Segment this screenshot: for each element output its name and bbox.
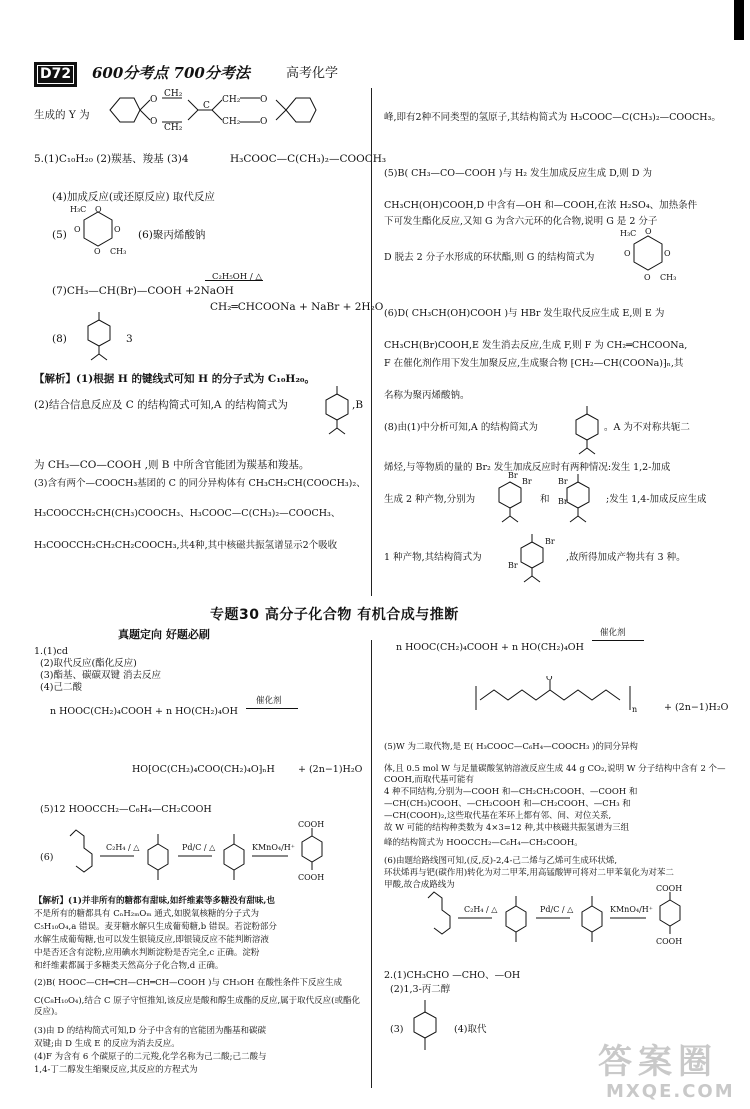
answer-1-4: (4)己二酸 [40, 682, 82, 693]
brand-title: 600分考点 700分考法 [92, 64, 250, 82]
svg-text:Br: Br [558, 497, 568, 506]
explanation-b6: 和纤维素都属于多糖类天然高分子化合物,d 正确。 [34, 961, 224, 971]
right-text-12-and: 和 [540, 494, 550, 505]
answer-5-7: (7)CH₃—CH(Br)—COOH +2NaOH [52, 285, 234, 297]
right-text-7: CH₃CH(Br)COOH,E 发生消去反应,生成 F,则 F 为 CH₂═CHCOONa, [384, 340, 688, 351]
section-subtitle: 真题定向 好题必刷 [118, 628, 210, 641]
dibromide-structure-2 [558, 470, 602, 526]
explanation-1: 【解析】(1)根据 H 的键线式可知 H 的分子式为 C₁₀H₂₀。 [34, 373, 316, 385]
explanation-b2: 不是所有的糖都具有 CₙH₂ₘOₘ 通式,如脱氧核糖的分子式为 [34, 909, 260, 919]
spiro-ketal-structure [100, 88, 340, 132]
svg-text:H₃C: H₃C [70, 205, 87, 214]
right-text-6: (6)D( CH₃CH(OH)COOH )与 HBr 发生取代反应生成 E,则 E 为 [384, 308, 665, 319]
lactide-structure-g [618, 226, 678, 284]
reaction-arrow [246, 708, 298, 709]
condition-c2h4: C₂H₄ / △ [106, 843, 140, 852]
answer-2-3: (3) [390, 1024, 404, 1035]
section-title: 专题30 高分子化合物 有机合成与推断 [210, 607, 459, 623]
svg-text:O: O [260, 117, 268, 127]
dibromide-structure-1 [490, 470, 534, 526]
right-text-12-tail: ;发生 1,4-加成反应生成 [606, 494, 707, 505]
right-expl-3: 4 种不同结构,分别为—COOH 和—CH₂CH₂COOH、—COOH 和 [384, 787, 638, 797]
answer-5-8-label: (8) [52, 333, 67, 345]
answer-1-1: 1.(1)cd [34, 646, 68, 657]
svg-text:Br: Br [508, 561, 518, 570]
right-text-13-tail: ,故所得加成产物共有 3 种。 [566, 552, 686, 563]
page-number: D72 [34, 62, 77, 87]
explanation-b12: 1,4-丁二醇发生缩聚反应,其反应的方程式为 [34, 1065, 198, 1075]
answer-5-3-formula: H₃COOC—C(CH₃)₂—COOCH₃ [230, 153, 387, 165]
watermark-logo [588, 1040, 738, 1104]
answer-2-1: 2.(1)CH₃CHO —CHO、—OH [384, 970, 521, 981]
reaction-arrow [592, 640, 644, 641]
explanation-b11: (4)F 为含有 6 个碳原子的二元羧,化学名称为己二酸;己二酸与 [34, 1052, 267, 1062]
subject-title: 高考化学 [286, 66, 339, 81]
svg-text:CH₂: CH₂ [164, 89, 183, 99]
right-polycondensation-reactants: n HOOC(CH₂)₄COOH + n HO(CH₂)₄OH [396, 642, 584, 653]
explanation-b5: 中是否还含有淀粉,应用碘水判断淀粉是否完全,c 正确。淀粉 [34, 948, 260, 958]
right-condition-c2h4: C₂H₄ / △ [464, 905, 498, 914]
synthesis-route [62, 822, 312, 894]
explanation-6: H₃COOCCH₂CH₂CH₂COOCH₃,共4种,其中核磁共振氢谱显示2个吸收 [34, 540, 338, 551]
polyester-product: HO⁅OC(CH₂)₄COO(CH₂)₄O⁆ₙH [132, 764, 275, 775]
right-synthesis-route [420, 884, 670, 956]
dibromide-structure-3 [508, 530, 558, 586]
answer-1-2: (2)取代反应(酯化反应) [40, 658, 137, 669]
edge-mark [734, 0, 744, 40]
reaction-condition: C₂H₅OH / △ [212, 272, 262, 282]
explanation-b4: 水解生成葡萄糖,也可以发生银镜反应,即银镜反应不能判断溶液 [34, 935, 269, 945]
svg-text:Br: Br [545, 537, 555, 546]
p-xylene-structure [410, 998, 440, 1062]
right-expl-6: 故 W 可能的结构种类数为 4×3=12 种,其中核磁共振氢谱为三组 [384, 823, 630, 833]
right-expl-1: (5)W 为二取代物,是 E( H₃COOC—C₆H₄—COOCH₃ )的同分异构 [384, 742, 638, 752]
explanation-2: (2)结合信息反应及 C 的结构简式可知,A 的结构简式为 [34, 399, 288, 411]
explanation-b1: 【解析】(1)并非所有的糖都有甜味,如纤维素等多糖没有甜味,也 [34, 896, 275, 906]
right-condition-pd: Pd/C / △ [540, 905, 574, 914]
right-text-1: 峰,即有2种不同类型的氢原子,其结构简式为 H₃COOC—C(CH₃)₂—COOCH₃。 [384, 112, 721, 123]
watermark-text: 答案圈 [598, 1042, 718, 1082]
right-text-10: (8)由(1)中分析可知,A 的结构简式为 [384, 422, 538, 433]
right-condition-kmno4: KMnO₄/H⁺ [610, 905, 653, 914]
answer-5-1: 5.(1)C₁₀H₂₀ (2)羰基、羧基 (3)4 [34, 153, 189, 165]
svg-text:O: O [546, 676, 553, 682]
right-text-10-tail: 。A 为不对称共轭二 [604, 422, 690, 433]
svg-text:COOH: COOH [656, 937, 683, 946]
svg-text:O: O [644, 273, 651, 282]
svg-text:O: O [645, 227, 652, 236]
right-text-3: CH₃CH(OH)COOH,D 中含有—OH 和—COOH,在浓 H₂SO₄、加热条件 [384, 200, 698, 211]
right-catalyst: 催化剂 [600, 628, 626, 638]
svg-text:n: n [632, 705, 638, 714]
svg-text:O: O [114, 225, 121, 234]
answer-1-6-label: (6) [40, 852, 54, 863]
right-water-byproduct: + (2n−1)H₂O [664, 702, 729, 713]
right-text-12: 生成 2 种产物,分别为 [384, 494, 476, 505]
svg-text:O: O [150, 117, 158, 127]
right-expl-9: 环状烯再与钯(碳作用)转化为对二甲苯,用高锰酸钾可将对二甲苯氧化为对苯二 [384, 868, 674, 878]
water-byproduct: + (2n−1)H₂O [298, 764, 363, 775]
svg-text:COOH: COOH [298, 820, 325, 829]
svg-text:O: O [664, 249, 671, 258]
svg-text:COOH: COOH [298, 873, 325, 882]
svg-text:CH₃: CH₃ [660, 273, 677, 282]
right-text-9: 名称为聚丙烯酸钠。 [384, 390, 470, 401]
right-expl-4: —CH(CH₃)COOH、—CH₂COOH 和—CH₂COOH、—CH₃ 和 [384, 799, 631, 809]
svg-text:CH₂: CH₂ [222, 117, 241, 127]
right-text-13: 1 种产物,其结构简式为 [384, 552, 482, 563]
answer-5-7-product: CH₂═CHCOONa + NaBr + 2H₂O [210, 301, 384, 313]
polyester-chain-structure [470, 676, 650, 716]
right-text-8: F 在催化剂作用下发生加聚反应,生成聚合物 ⁅CH₂—CH(COONa)⁆ₙ,其 [384, 358, 684, 369]
answer-5-8-count: 3 [126, 333, 133, 345]
right-text-5: D 脱去 2 分子水形成的环状酯,则 G 的结构简式为 [384, 252, 595, 263]
right-expl-8: (6)由题给路线图可知,(反,反)-2,4-己二烯与乙烯可生成环状烯, [384, 856, 618, 866]
explanation-2-tail: ,B [352, 399, 364, 411]
svg-text:CH₂: CH₂ [164, 123, 183, 132]
svg-text:O: O [260, 95, 268, 105]
svg-text:CH₃: CH₃ [110, 247, 126, 256]
catalyst-label: 催化剂 [256, 696, 282, 706]
right-expl-2: 体,且 0.5 mol W 与足量碳酸氢钠溶液反应生成 44 g CO₂,说明 W 分子结构中含有 2 个—COOH,而取代基可能有 [384, 764, 726, 786]
right-expl-7: 峰的结构简式为 HOOCCH₂—C₆H₄—CH₂COOH。 [384, 838, 583, 848]
diene-structure-b [322, 386, 352, 436]
condition-pd: Pd/C / △ [182, 843, 216, 852]
explanation-4: (3)含有两个—COOCH₃基团的 C 的同分异构体有 CH₃CH₂CH(COOCH₃)₂、 [34, 478, 366, 489]
right-expl-5: —CH(COOH)₂,这些取代基在苯环上都有邻、间、对位关系, [384, 811, 612, 821]
svg-text:O: O [74, 225, 81, 234]
lactide-structure [70, 204, 126, 258]
explanation-5: H₃COOCCH₂CH(CH₃)COOCH₃、H₃COOC—C(CH₃)₂—COOCH₃、 [34, 508, 341, 519]
svg-text:COOH: COOH [656, 884, 683, 893]
answer-2-4: (4)取代 [454, 1024, 487, 1035]
answer-5-6: (6)聚丙烯酸钠 [138, 229, 206, 241]
answer-line: 生成的 Y 为 [34, 109, 90, 121]
answer-1-3: (3)酯基、碳碳双键 消去反应 [40, 670, 161, 681]
svg-text:Br: Br [508, 471, 518, 480]
svg-text:O: O [150, 95, 158, 105]
answer-1-5: (5)12 HOOCCH₂—C₆H₄—CH₂COOH [40, 804, 212, 815]
page-header [34, 62, 364, 84]
right-text-2: (5)B( CH₃—CO—COOH )与 H₂ 发生加成反应生成 D,则 D 为 [384, 168, 653, 179]
svg-text:O: O [624, 249, 631, 258]
terephthalic-acid-structure [292, 820, 332, 890]
svg-text:H₃C: H₃C [620, 229, 637, 238]
svg-text:O: O [95, 205, 102, 214]
diene-structure-c [572, 406, 602, 456]
reaction-arrow [205, 280, 263, 281]
explanation-b10: 双键;由 D 生成 E 的反应为消去反应。 [34, 1039, 180, 1049]
condition-kmno4: KMnO₄/H⁺ [252, 843, 295, 852]
svg-text:C: C [203, 101, 210, 111]
svg-text:CH₂: CH₂ [222, 95, 241, 105]
explanation-b9: (3)由 D 的结构简式可知,D 分子中含有的官能团为酯基和碳碳 [34, 1026, 266, 1036]
column-divider-lower [371, 640, 372, 1088]
watermark-url: MXQE.COM [606, 1081, 735, 1102]
answer-5-5-label: (5) [52, 229, 67, 241]
svg-text:Br: Br [522, 477, 532, 486]
right-text-4: 下可发生酯化反应,又知 G 为含六元环的化合物,说明 G 是 2 分子 [384, 216, 658, 227]
explanation-3: 为 CH₃—CO—COOH ,则 B 中所含官能团为羰基和羧基。 [34, 459, 310, 471]
answer-5-4: (4)加成反应(或还原反应) 取代反应 [52, 191, 215, 203]
svg-text:O: O [94, 247, 101, 256]
explanation-b3: C₅H₁₀O₄,a 错误。麦芽糖水解只生成葡萄糖,b 错误。若淀粉部分 [34, 922, 277, 932]
svg-text:Br: Br [558, 477, 568, 486]
right-terephthalic-acid [650, 884, 690, 954]
polycondensation-reactants: n HOOC(CH₂)₄COOH + n HO(CH₂)₄OH [50, 706, 238, 717]
explanation-b7: (2)B( HOOC—CH═CH—CH═CH—COOH )与 CH₃OH 在酸性条件下反应生成 [34, 978, 343, 988]
right-text-11: 烯烃,与等物质的量的 Br₂ 发生加成反应时有两种情况:发生 1,2-加成 [384, 462, 671, 473]
answer-2-2: (2)1,3-丙二醇 [390, 984, 451, 995]
diene-structure-a [84, 312, 114, 362]
explanation-b8: C(C₈H₁₀O₄),结合 C 原子守恒推知,该反应是酸和醇生成酯的反应,属于取代反应(或酯化反应)。 [34, 996, 360, 1018]
right-expl-10: 甲酸,故合成路线为 [384, 880, 455, 890]
